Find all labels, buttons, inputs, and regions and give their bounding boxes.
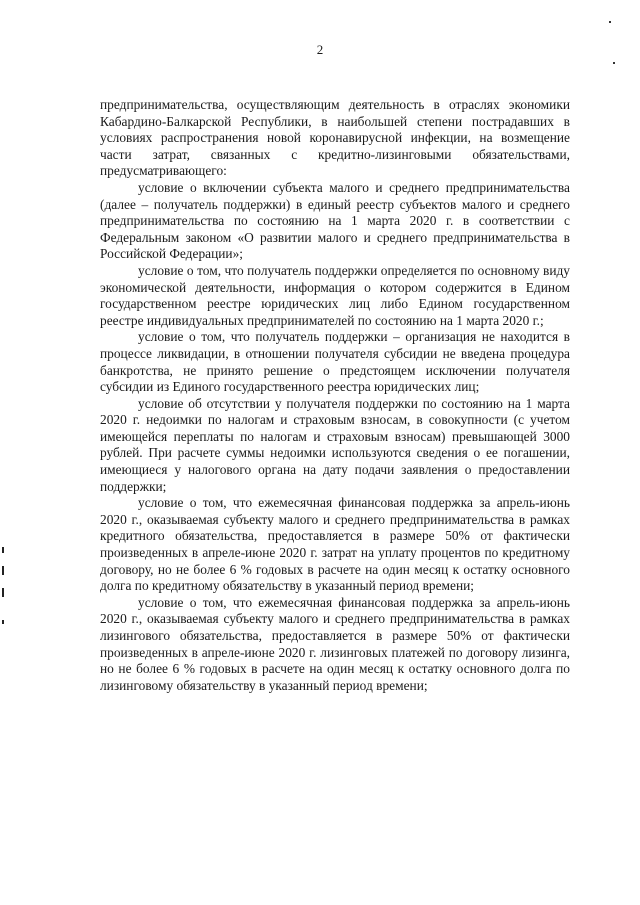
paragraph-condition-liquidation: условие о том, что получатель поддержки – организация не находится в процессе ликвидации, в отношении получателя субсидии не введена процедура банкротства, не принято решение о предстоящем исключении получателя субсидии из Единого государственного реестра юридических лиц; xyxy=(100,329,570,395)
paragraph-condition-arrears: условие об отсутствии у получателя поддержки по состоянию на 1 марта 2020 г. недоимки по налогам и страховым взносам, в совокупности (с учетом имеющейся переплаты по налогам и страховым взносам) превышающей 3000 рублей. При расчете суммы недоимки используются сведения о ее погашении, имеющиеся у налогового органа на дату подачи заявления о предоставлении поддержки; xyxy=(100,395,570,494)
document-body xyxy=(100,97,570,694)
page-number: 2 xyxy=(316,42,324,57)
scan-edge-mark xyxy=(2,566,4,575)
paragraph-condition-credit-support: условие о том, что ежемесячная финансовая поддержка за апрель-июнь 2020 г., оказываемая субъекту малого и среднего предпринимательства в рамках кредитного обязательства, предоставляется в размере 50% от фактически произведенных в апреле-июне 2020 г. затрат на уплату процентов по кредитному договору, но не более 6 % годовых в расчете на один месяц к остатку основного долга по кредитному обязательству в указанный период времени; xyxy=(100,495,570,594)
paragraph-condition-leasing-support: условие о том, что ежемесячная финансовая поддержка за апрель-июнь 2020 г., оказываемая субъекту малого и среднего предпринимательства в рамках лизингового обязательства, предоставляется в размере 50% от фактически произведенных в апреле-июне 2020 г. лизинговых платежей по договору лизинга, но не более 6 % годовых в расчете на один месяц к остатку основного долга по лизинговому обязательству в указанный период времени; xyxy=(100,594,570,693)
scan-speck xyxy=(609,21,611,23)
scan-speck xyxy=(613,62,615,64)
paragraph-condition-activity: условие о том, что получатель поддержки определяется по основному виду экономической деятельности, информация о котором содержится в Едином государственном реестре юридических лиц либо Едином государственном реестре индивидуальных предпринимателей по состоянию на 1 марта 2020 г.; xyxy=(100,262,570,328)
paragraph-condition-registry: условие о включении субъекта малого и среднего предпринимательства (далее – получатель поддержки) в единый реестр субъектов малого и среднего предпринимательства по состоянию на 1 марта 2020 г. в соответствии с Федеральным законом «О развитии малого и среднего предпринимательства в Российской Федерации»; xyxy=(100,179,570,262)
scan-edge-mark xyxy=(2,547,4,553)
scan-edge-mark xyxy=(2,620,4,624)
scan-edge-mark xyxy=(2,588,4,597)
paragraph-continuation: предпринимательства, осуществляющим деятельность в отраслях экономики Кабардино-Балкарской Республики, в наибольшей степени пострадавших в условиях распространения новой коронавирусной инфекции, на возмещение части затрат, связанных с кредитно-лизинговыми обязательствами, предусматривающего: xyxy=(100,97,570,179)
